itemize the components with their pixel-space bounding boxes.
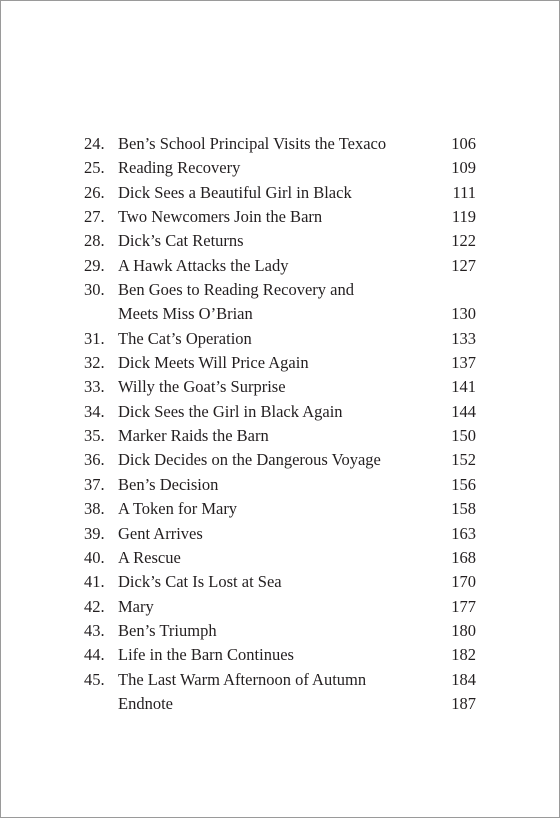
- chapter-number: 34.: [84, 401, 105, 421]
- chapter-number: 42.: [84, 596, 105, 616]
- chapter-title: Dick Sees a Beautiful Girl in Black: [118, 182, 352, 202]
- toc-entry[interactable]: [1, 668, 559, 692]
- chapter-number: 26.: [84, 182, 105, 202]
- page-number: 106: [451, 134, 476, 153]
- chapter-number: 35.: [84, 426, 105, 446]
- chapter-number: 28.: [84, 231, 105, 251]
- page-number: 133: [451, 328, 476, 348]
- page-number: 180: [451, 620, 476, 640]
- page-number: 111: [452, 182, 476, 202]
- page-number: 141: [451, 377, 476, 397]
- page-number: 137: [451, 353, 476, 373]
- page-number: 152: [451, 450, 476, 470]
- page-number: 130: [451, 304, 476, 324]
- chapter-title: Dick Sees the Girl in Black Again: [118, 401, 343, 421]
- toc-entry[interactable]: [1, 229, 559, 253]
- chapter-number: 33.: [84, 377, 105, 397]
- chapter-title: Endnote: [118, 693, 173, 713]
- page-number: 156: [451, 474, 476, 494]
- chapter-title: Dick’s Cat Is Lost at Sea: [118, 572, 282, 592]
- chapter-title: The Cat’s Operation: [118, 328, 252, 348]
- chapter-number: 25.: [84, 158, 105, 178]
- page-number: 122: [451, 231, 476, 251]
- chapter-title: Willy the Goat’s Surprise: [118, 377, 286, 397]
- page-number: 187: [451, 693, 476, 713]
- chapter-number: 40.: [84, 547, 105, 567]
- page-number: 150: [451, 426, 476, 446]
- page-number: 168: [451, 547, 476, 567]
- toc-entry[interactable]: [1, 619, 559, 643]
- chapter-title: A Token for Mary: [118, 499, 238, 519]
- chapter-title: Two Newcomers Join the Barn: [118, 207, 323, 227]
- chapter-number: 44.: [84, 645, 105, 665]
- toc-entry[interactable]: [1, 546, 559, 570]
- page-number: 163: [451, 523, 476, 543]
- toc-entry[interactable]: [1, 473, 559, 497]
- chapter-title: Ben’s School Principal Visits the Texaco: [118, 134, 387, 153]
- chapter-number: 38.: [84, 499, 105, 519]
- chapter-title: Reading Recovery: [118, 158, 241, 178]
- toc-entry[interactable]: [1, 351, 559, 375]
- toc-entry[interactable]: [1, 424, 559, 448]
- page-number: 177: [451, 596, 476, 616]
- chapter-title: Ben Goes to Reading Recovery and: [118, 280, 354, 300]
- table-of-contents: [1, 132, 559, 716]
- chapter-title: Gent Arrives: [118, 523, 203, 543]
- toc-entry[interactable]: [1, 132, 559, 156]
- chapter-title: Marker Raids the Barn: [118, 426, 269, 446]
- chapter-number: 30.: [84, 280, 105, 300]
- chapter-number: 24.: [84, 134, 105, 153]
- chapter-number: 37.: [84, 474, 105, 494]
- chapter-number: 43.: [84, 620, 105, 640]
- chapter-title: A Hawk Attacks the Lady: [118, 255, 289, 275]
- page-number: 184: [451, 669, 476, 689]
- page-number: 182: [451, 645, 476, 665]
- page-number: 127: [451, 255, 476, 275]
- toc-entry[interactable]: [1, 522, 559, 546]
- chapter-number: 27.: [84, 207, 105, 227]
- page-number: 170: [451, 572, 476, 592]
- toc-entry[interactable]: [1, 156, 559, 180]
- toc-entry[interactable]: [1, 400, 559, 424]
- toc-entry[interactable]: [1, 595, 559, 619]
- chapter-title: Ben’s Triumph: [118, 620, 217, 640]
- chapter-title: Ben’s Decision: [118, 474, 219, 494]
- page-number: 109: [451, 158, 476, 178]
- chapter-number: 36.: [84, 450, 105, 470]
- chapter-number: 32.: [84, 353, 105, 373]
- chapter-number: 45.: [84, 669, 105, 689]
- toc-entry[interactable]: [1, 278, 559, 302]
- toc-entry[interactable]: [1, 205, 559, 229]
- chapter-title: Life in the Barn Continues: [118, 645, 294, 665]
- chapter-title: Dick’s Cat Returns: [118, 231, 244, 251]
- chapter-title: Mary: [118, 596, 154, 616]
- chapter-number: 29.: [84, 255, 105, 275]
- chapter-number: 41.: [84, 572, 105, 592]
- chapter-number: 31.: [84, 328, 105, 348]
- toc-entry[interactable]: [1, 181, 559, 205]
- chapter-title: Dick Decides on the Dangerous Voyage: [118, 450, 381, 470]
- chapter-title: Dick Meets Will Price Again: [118, 353, 309, 373]
- page-number: 144: [451, 401, 476, 421]
- toc-entry[interactable]: [1, 302, 559, 326]
- chapter-title: Meets Miss O’Brian: [118, 304, 253, 324]
- toc-entry[interactable]: [1, 692, 559, 716]
- chapter-number: 39.: [84, 523, 105, 543]
- toc-entry[interactable]: [1, 448, 559, 472]
- chapter-title: A Rescue: [118, 547, 181, 567]
- page-number: 119: [451, 207, 476, 227]
- toc-entry[interactable]: [1, 375, 559, 399]
- toc-entry[interactable]: [1, 570, 559, 594]
- page-number: 158: [451, 499, 476, 519]
- chapter-title: The Last Warm Afternoon of Autumn: [118, 669, 367, 689]
- toc-entry[interactable]: [1, 254, 559, 278]
- toc-entry[interactable]: [1, 327, 559, 351]
- toc-entry[interactable]: [1, 643, 559, 667]
- toc-entry[interactable]: [1, 497, 559, 521]
